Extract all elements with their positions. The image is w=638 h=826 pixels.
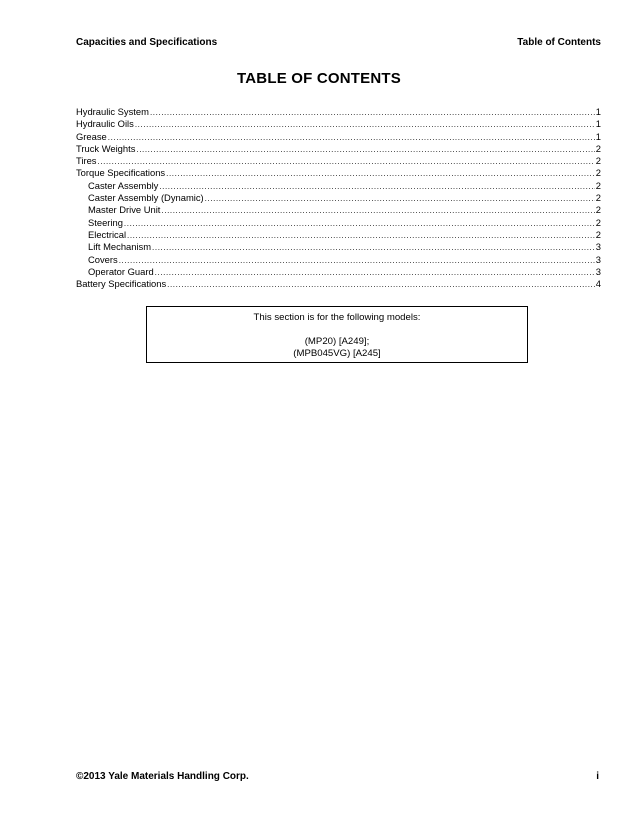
toc-entry-page: 4 [595, 278, 601, 290]
header-page-title: Table of Contents [517, 37, 601, 48]
model-entry: (MP20) [A249]; [304, 336, 370, 347]
toc-entry-label: Electrical [88, 228, 127, 240]
toc-leader-dots [167, 278, 595, 290]
toc-entry-battery-specifications[interactable] [76, 278, 601, 290]
toc-entry-label: Tires [76, 155, 97, 167]
toc-entry-page: 1 [595, 130, 601, 142]
toc-entry-label: Truck Weights [76, 142, 136, 154]
toc-entry-label: Hydraulic System [76, 106, 149, 117]
models-list [147, 336, 527, 359]
toc-entry-truck-weights[interactable] [76, 143, 601, 155]
toc-entry-label: Lift Mechanism [88, 241, 152, 253]
toc-entry-page: 3 [595, 241, 601, 253]
page-title: TABLE OF CONTENTS [237, 70, 401, 87]
header-section-title: Capacities and Specifications [76, 37, 218, 48]
footer-copyright: ©2013 Yale Materials Handling Corp. [76, 771, 249, 782]
toc-entry-hydraulic-oils[interactable] [76, 118, 601, 130]
toc-entry-torque-specifications[interactable] [76, 167, 601, 179]
toc-entry-master-drive-unit[interactable] [76, 204, 601, 216]
toc-entry-steering[interactable] [76, 217, 601, 229]
toc-entry-label: Steering [88, 216, 123, 228]
toc-leader-dots [108, 131, 595, 143]
toc-entry-page: 2 [595, 204, 601, 216]
toc-entry-label: Hydraulic Oils [76, 118, 134, 130]
toc-entry-covers[interactable] [76, 254, 601, 266]
toc-leader-dots [152, 241, 595, 253]
toc-entry-page: 3 [595, 265, 601, 277]
toc-leader-dots [136, 143, 594, 155]
toc-entry-caster-assembly[interactable] [76, 180, 601, 192]
toc-entry-caster-assembly-dynamic[interactable] [76, 192, 601, 204]
toc-entry-tires[interactable] [76, 155, 601, 167]
toc-entry-page: 2 [595, 228, 601, 240]
toc-entry-page: 2 [595, 155, 601, 167]
toc-entry-lift-mechanism[interactable] [76, 241, 601, 253]
model-entry: (MPB045VG) [A245] [293, 347, 381, 359]
applicable-models-box [146, 306, 528, 363]
toc-entry-page: 2 [595, 216, 601, 228]
toc-entry-page: 3 [595, 253, 601, 265]
toc-entry-label: Master Drive Unit [88, 204, 161, 216]
toc-leader-dots [119, 254, 595, 266]
toc-entry-label: Covers [88, 253, 118, 265]
toc-entry-page: 2 [595, 192, 601, 204]
toc-entry-page: 1 [595, 106, 601, 117]
table-of-contents [76, 106, 601, 290]
toc-entry-operator-guard[interactable] [76, 266, 601, 278]
models-intro-text: This section is for the following models: [253, 312, 421, 323]
toc-leader-dots [161, 204, 594, 216]
toc-leader-dots [97, 155, 594, 167]
toc-entry-page: 1 [595, 118, 601, 130]
toc-entry-page: 2 [595, 167, 601, 179]
toc-entry-label: Operator Guard [88, 265, 154, 277]
toc-entry-label: Battery Specifications [76, 278, 167, 290]
toc-entry-label: Grease [76, 130, 107, 142]
toc-entry-page: 2 [595, 179, 601, 191]
toc-leader-dots [124, 217, 595, 229]
toc-entry-label: Caster Assembly (Dynamic) [88, 192, 204, 204]
footer-page-number: i [596, 771, 599, 782]
toc-entry-electrical[interactable] [76, 229, 601, 241]
toc-leader-dots [205, 192, 595, 204]
toc-entry-label: Torque Specifications [76, 167, 166, 179]
toc-leader-dots [150, 106, 595, 118]
toc-leader-dots [159, 180, 594, 192]
toc-leader-dots [166, 167, 595, 179]
toc-entry-hydraulic-system[interactable] [76, 106, 601, 118]
toc-leader-dots [127, 229, 595, 241]
toc-entry-page: 2 [595, 142, 601, 154]
toc-leader-dots [155, 266, 595, 278]
toc-entry-label: Caster Assembly [88, 179, 159, 191]
toc-leader-dots [135, 118, 595, 130]
toc-entry-grease[interactable] [76, 131, 601, 143]
